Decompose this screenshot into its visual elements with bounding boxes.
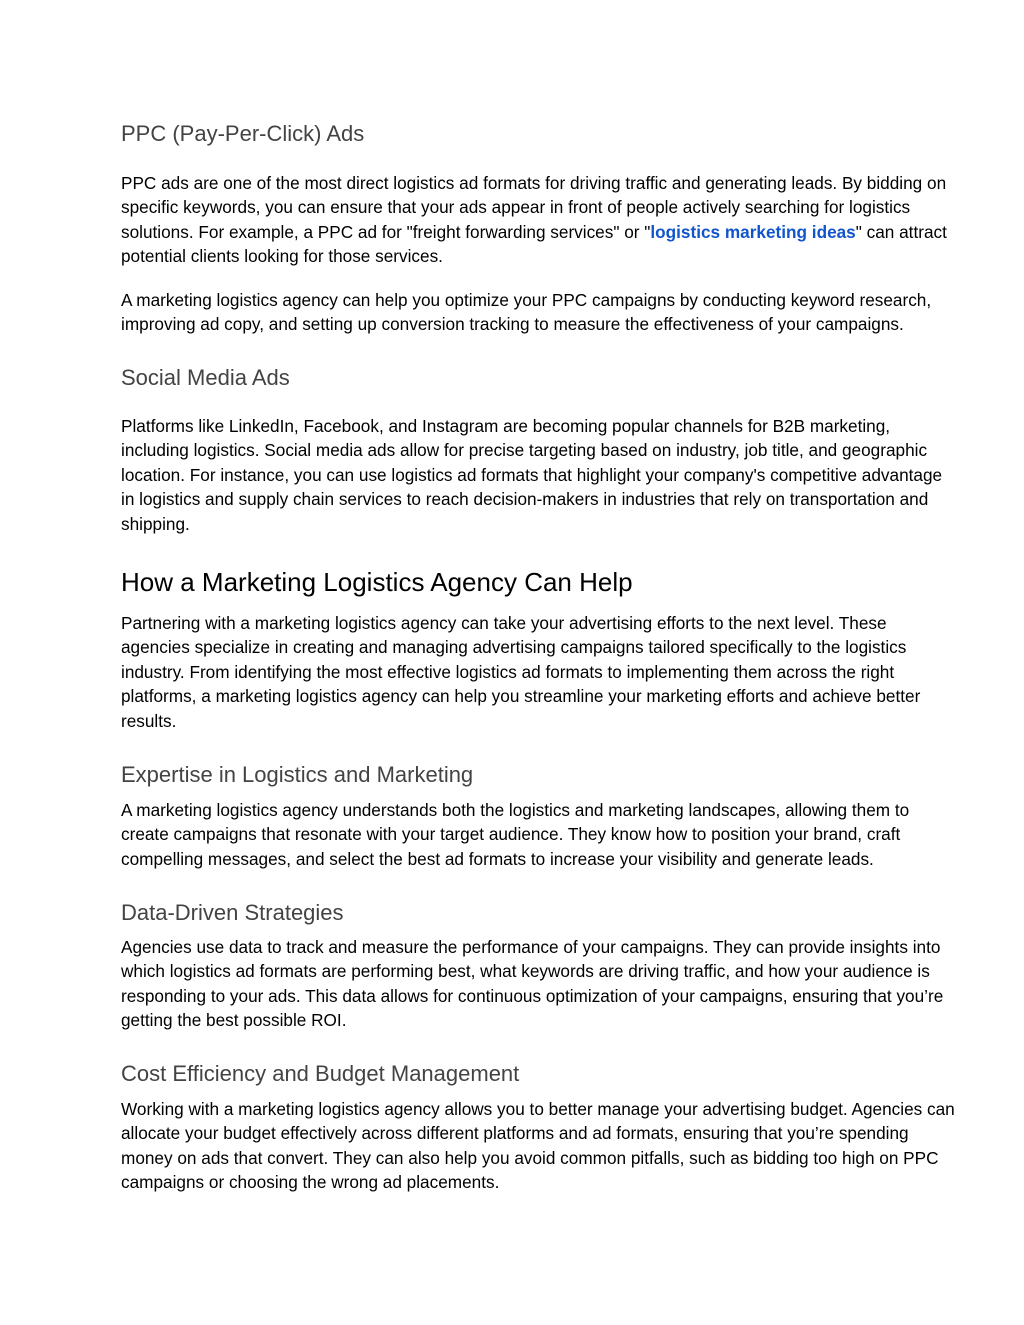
text-line-with-link (121, 220, 1016, 244)
section-heading-data-driven: Data-Driven Strategies (121, 900, 344, 925)
section-heading-cost: Cost Efficiency and Budget Management (121, 1061, 520, 1086)
text-line: PPC ads are one of the most direct logistics ad formats for driving traffic and generating leads. By bidding on (121, 173, 947, 193)
text-line: industry. From identifying the most effective logistics ad formats to implementing them across the right (121, 661, 895, 682)
text-line: money on ads that convert. They can also help you avoid common pitfalls, such as bidding too high on PPC (121, 1147, 939, 1168)
text-line: potential clients looking for those services. (121, 246, 443, 267)
text-line: improving ad copy, and setting up conversion tracking to measure the effectiveness of your campaigns. (121, 314, 904, 335)
text-line: A marketing logistics agency can help you optimize your PPC campaigns by conducting keyword research, (121, 290, 932, 310)
text-line: campaigns or choosing the wrong ad placements. (121, 1172, 500, 1193)
text-line: in logistics and supply chain services to reach decision-makers in industries that rely on transportation and (121, 489, 929, 510)
text-line: shipping. (121, 513, 190, 534)
section-heading-expertise: Expertise in Logistics and Marketing (121, 762, 474, 787)
text-line: compelling messages, and select the best ad formats to increase your visibility and generate leads. (121, 848, 874, 869)
text-segment: solutions. For example, a PPC ad for "freight forwarding services" or " (121, 221, 651, 242)
text-line: Agencies use data to track and measure the performance of your campaigns. They can provide insights into (121, 937, 941, 957)
section-heading-ppc: PPC (Pay-Per-Click) Ads (121, 121, 365, 146)
text-line: results. (121, 710, 177, 731)
paragraph-agency (121, 611, 1016, 733)
text-line: Partnering with a marketing logistics agency can take your advertising efforts to the next level. These (121, 613, 887, 633)
paragraph-expertise (121, 798, 1016, 871)
text-line: Platforms like LinkedIn, Facebook, and Instagram are becoming popular channels for B2B marketing, (121, 416, 891, 436)
paragraph-ppc-intro (121, 171, 1016, 269)
section-heading-agency: How a Marketing Logistics Agency Can Help (121, 567, 633, 597)
text-segment: " can attract (855, 221, 947, 242)
text-line: including logistics. Social media ads allow for precise targeting based on industry, job title, and geographic (121, 440, 928, 461)
section-heading-social: Social Media Ads (121, 365, 290, 390)
text-line: Working with a marketing logistics agency allows you to better manage your advertising budget. Agencies can (121, 1099, 955, 1119)
paragraph-ppc-agency (121, 288, 1016, 337)
text-line: location. For instance, you can use logistics ad formats that highlight your company's competitive advantage (121, 464, 943, 485)
text-line: specific keywords, you can ensure that your ads appear in front of people actively searching for logistics (121, 197, 911, 218)
text-line: A marketing logistics agency understands both the logistics and marketing landscapes, allowing them to (121, 800, 910, 820)
text-line: platforms, a marketing logistics agency can help you streamline your marketing efforts and achieve better (121, 686, 921, 707)
paragraph-cost (121, 1097, 1016, 1195)
paragraph-data-driven (121, 935, 1016, 1033)
text-line: which logistics ad formats are performing best, what keywords are driving traffic, and how your audience is (121, 961, 930, 982)
text-line: create campaigns that resonate with your target audience. They know how to position your brand, craft (121, 824, 901, 845)
text-line: allocate your budget effectively across different platforms and ad formats, ensuring that you’re spending (121, 1123, 909, 1144)
text-line: responding to your ads. This data allows for continuous optimization of your campaigns, ensuring that you’re (121, 985, 944, 1006)
logistics-marketing-ideas-link[interactable]: logistics marketing ideas (650, 221, 856, 242)
text-line: agencies specialize in creating and managing advertising campaigns tailored specifically to the logistics (121, 637, 907, 658)
paragraph-social (121, 414, 1016, 536)
text-line: getting the best possible ROI. (121, 1010, 347, 1031)
